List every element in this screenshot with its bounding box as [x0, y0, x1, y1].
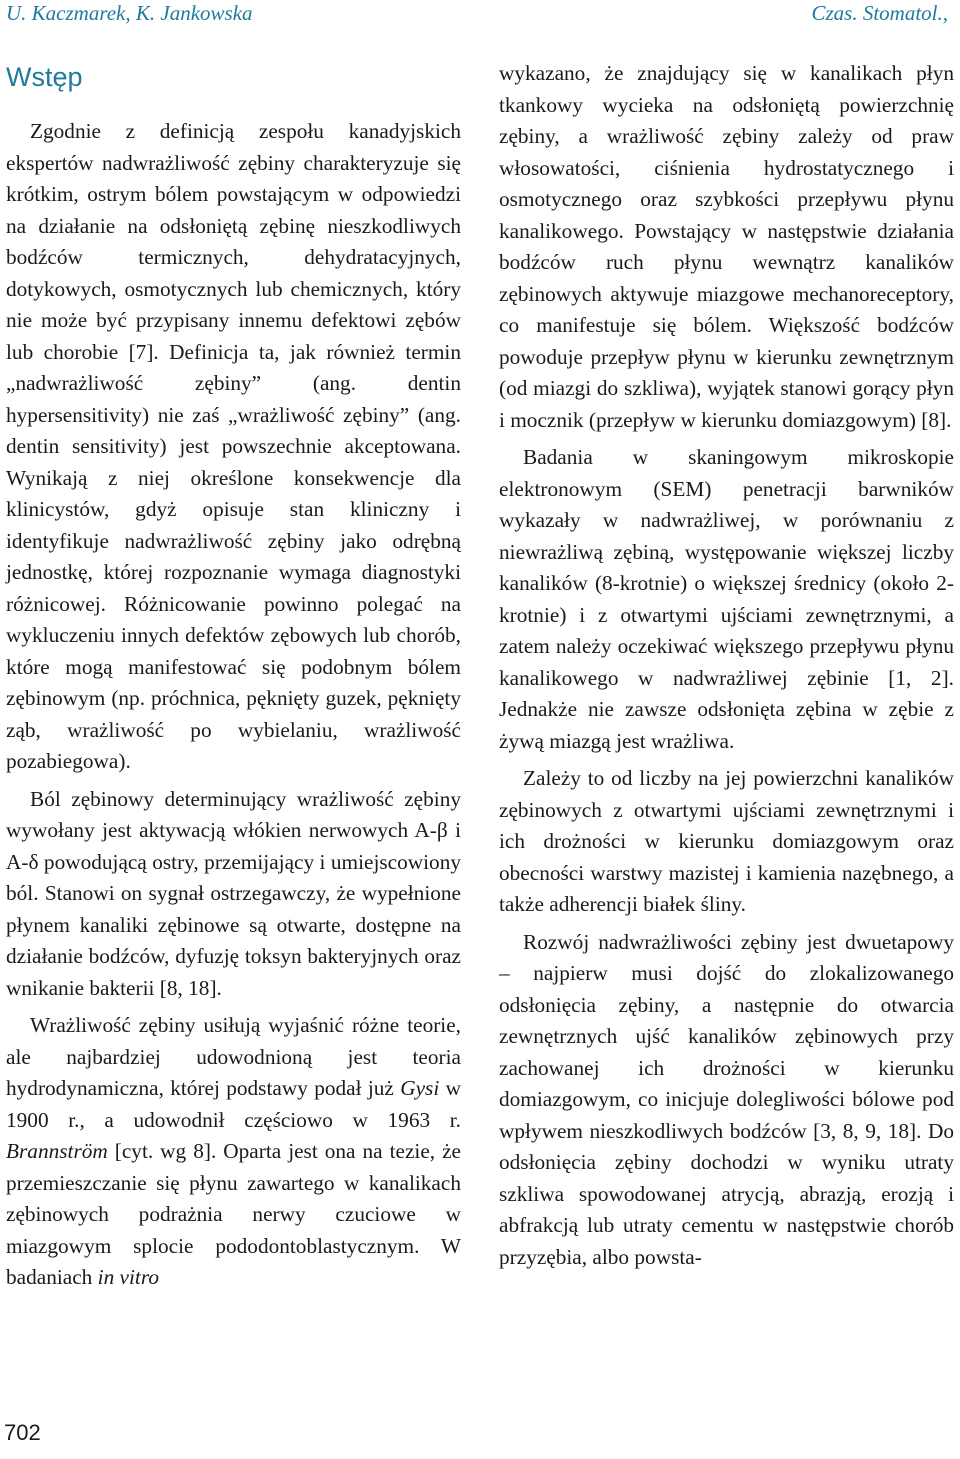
- paragraph: Badania w skaningowym mikroskopie elektronowym (SEM) penetracji barwników wykazały w nadwrażliwej, w porównaniu z niewrażliwą zębiną, występowanie większej liczby kanalików (8-krotnie) o większej średnicy (około 2-krotnie) i z otwartymi ujściami zewnętrznymi, a zatem należy oczekiwać większego przepływu płynu kanalikowego w nadwrażliwej zębinie [1, 2]. Jednakże nie zawsze odsłonięta zębina w zębie z żywą miazgą jest wrażliwa.: [499, 445, 954, 753]
- paragraph: [6, 1010, 461, 1294]
- latin-term: in vitro: [97, 1265, 159, 1289]
- paragraph: Zależy to od liczby na jej powierzchni kanalików zębinowych z otwartymi ujściami zewnętrznymi i ich drożności w kierunku domiazgowym oraz obecności warstwy mazistej i kamienia nazębnego, a także adherencji białek śliny.: [499, 766, 954, 916]
- section-title: Wstęp: [6, 62, 83, 92]
- right-column: [499, 58, 954, 1279]
- text-run: w 1900 r., a udowodnił częściowo w 1963 r.: [6, 1076, 461, 1132]
- author-name: Brannström: [6, 1139, 108, 1163]
- page-number: 702: [4, 1420, 41, 1445]
- left-column: [6, 50, 461, 1300]
- running-header: [0, 0, 960, 26]
- header-journal: Czas. Stomatol.,: [811, 1, 948, 25]
- paragraph: Rozwój nadwrażliwości zębiny jest dwuetapowy – najpierw musi dojść do zlokalizowanego odsłonięcia zębiny, a następnie do otwarcia zewnętrznych ujść kanalików zębinowych przy zachowanej ich drożności w kierunku domiazgowym, co inicjuje dolegliwości bólowe pod wpływem nieszkodliwych bodźców [3, 8, 9, 18]. Do odsłonięcia zębiny dochodzi w wyniku utraty szkliwa spowodowanej atrycją, abrazją, erozją i abfrakcją lub utraty cementu w następstwie chorób przyzębia, albo powsta-: [499, 929, 954, 1269]
- header-authors: U. Kaczmarek, K. Jankowska: [6, 1, 253, 25]
- paragraph: Zgodnie z definicją zespołu kanadyjskich ekspertów nadwrażliwość zębiny charakteryzuje się krótkim, ostrym bólem powstającym w odpowiedzi na działanie na odsłoniętą zębinę nieszkodliwych bodźców termicznych, dehydratacyjnych, dotykowych, osmotycznych lub chemicznych, który nie może być przypisany innemu defektowi zębów lub chorobie [7]. Definicja ta, jak również termin „nadwrażliwość zębiny” (ang. dentin hypersensitivity) nie zaś „wrażliwość zębiny” (ang. dentin sensitivity) jest powszechnie akceptowana. Wynikają z niej określone konsekwencje dla klinicystów, gdyż opisuje stan kliniczny i identyfikuje nadwrażliwość zębiny jako odrębną jednostkę, której rozpoznanie wymaga diagnostyki różnicowej. Różnicowanie powinno polegać na wykluczeniu innych defektów zębowych lub chorób, które mogą manifestować się podobnym bólem zębinowym (np. próchnica, pęknięty guzek, pęknięty ząb, wrażliwość po wybielaniu, wrażliwość pozabiegowa).: [6, 119, 461, 773]
- paragraph: wykazano, że znajdujący się w kanalikach płyn tkankowy wycieka na odsłoniętą powierzchnię zębiny, a wrażliwość zębiny zależy od praw włosowatości, ciśnienia hydrostatycznego i osmotycznego oraz szybkości przepływu płynu kanalikowego. Powstający w następstwie działania bodźców ruch płynu wewnątrz kanalików zębinowych aktywuje miazgowe mechanoreceptory, co manifestuje się bólem. Większość bodźców powoduje przepływ płynu w kierunku zewnętrznym (od miazgi do szkliwa), wyjątek stanowi gorący płyn i mocznik (przepływ w kierunku domiazgowym) [8].: [499, 61, 954, 432]
- text-run: Wrażliwość zębiny usiłują wyjaśnić różne teorie, ale najbardziej udowodnioną jest teoria hydrodynamiczna, której podstawy podał już: [6, 1013, 461, 1100]
- text-run: [cyt. wg 8]. Oparta jest ona na tezie, że przemieszczanie się płynu zawartego w kanalikach zębinowych podrażnia nerwy czuciowe w miazgowym splocie pododontoblastycznym. W badaniach: [6, 1139, 461, 1289]
- paragraph: Ból zębinowy determinujący wrażliwość zębiny wywołany jest aktywacją włókien nerwowych A-β i A-δ powodującą ostry, przemijający i umiejscowiony ból. Stanowi on sygnał ostrzegawczy, że wypełnione płynem kanaliki zębinowe są otwarte, dostępne na działanie bodźców, dyfuzję toksyn bakteryjnych oraz wnikanie bakterii [8, 18].: [6, 786, 461, 1000]
- author-name: Gysi: [400, 1076, 440, 1100]
